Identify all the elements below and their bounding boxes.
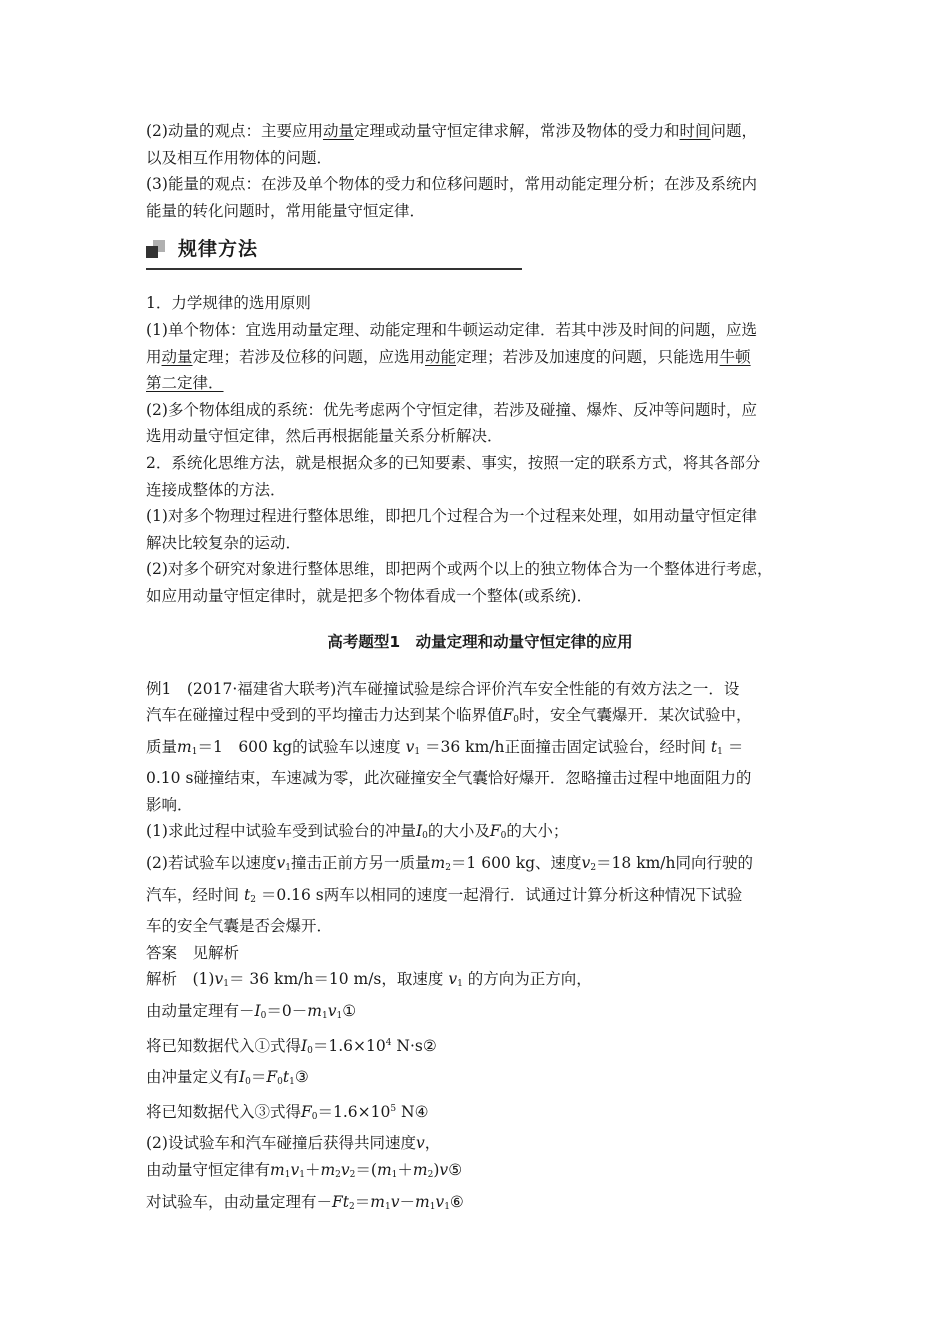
answer-line: 答案 见解析: [146, 943, 240, 962]
method-2-line6: 如应用动量守恒定律时，就是把多个物体看成一个整体(或系统)．: [146, 586, 593, 605]
solution-line6: (2)设试验车和汽车碰撞后获得共同速度v，: [146, 1134, 441, 1153]
method-1-line1: (1)单个物体：宜选用动量定理、动能定理和牛顿运动定律．若其中涉及时间的问题，应选: [146, 320, 757, 339]
question-type-title: 高考题型1 动量定理和动量守恒定律的应用: [327, 632, 633, 651]
section-title: 规律方法: [178, 238, 259, 261]
method-1-line2: 用动量定理；若涉及位移的问题，应选用动能定理；若涉及加速度的问题，只能选用牛顿: [146, 347, 751, 366]
section-header: [146, 232, 522, 270]
method-1-line3: 第二定律．: [146, 374, 224, 393]
solution-line7: 由动量守恒定律有$m_1v_1+m_2v_2=(m_1+m_2)v⑤$: [146, 1161, 463, 1180]
solution-line3: 将已知数据代入①式得$I_0=1.6\times 10^4$ N·s②: [146, 1036, 437, 1056]
example-line1: 例1 (2017·福建省大联考)汽车碰撞试验是综合评价汽车安全性能的有效方法之一．设: [146, 679, 740, 698]
solution-line5: 将已知数据代入③式得$F_0=1.6\times 10^5$ N④: [146, 1102, 429, 1122]
example-line3: 质量$m_1=1$ 600 kg的试验车以速度 $v_1 =36$ km/h正面撞击固定试验台，经时间 $t_1$ ＝: [146, 737, 744, 757]
solution-line2: 由动量定理有$-I_0=0-m_1v_1①$: [146, 1002, 357, 1022]
method-2-line4: 解决比较复杂的运动．: [146, 533, 302, 552]
example-line9: 车的安全气囊是否会爆开．: [146, 917, 333, 936]
solution-line4: 由冲量定义有$I_0=F_0t_1③$: [146, 1068, 309, 1088]
energy-viewpoint-line2: 能量的转化问题时，常用能量守恒定律．: [146, 201, 426, 220]
section-square-icon-front: [146, 246, 158, 258]
example-line6: (1)求此过程中试验车受到试验台的冲量$I_0$的大小及$F_0$的大小；: [146, 822, 569, 842]
example-line4: 0.10 s碰撞结束，车速减为零，此次碰撞安全气囊恰好爆开．忽略撞击过程中地面阻力的: [146, 769, 752, 788]
example-line2: 汽车在碰撞过程中受到的平均撞击力达到某个临界值$F_0$时，安全气囊爆开．某次试验中，: [146, 706, 752, 726]
method-heading-2: 2．系统化思维方法，就是根据众多的已知要素、事实，按照一定的联系方式，将其各部分: [146, 453, 761, 472]
example-line5: 影响．: [146, 795, 193, 814]
method-1-line5: 选用动量守恒定律，然后再根据能量关系分析解决．: [146, 427, 503, 446]
method-heading-1: 1．力学规律的选用原则: [146, 294, 311, 313]
solution-line1: 解析 $(1)v_1= 36$ km/h＝10 m/s，取速度 $v_1$ 的方向为正方向，: [146, 970, 592, 990]
momentum-viewpoint-line2: 以及相互作用物体的问题．: [146, 148, 333, 167]
energy-viewpoint-line1: (3)能量的观点：在涉及单个物体的受力和位移问题时，常用动能定理分析；在涉及系统内: [146, 175, 757, 194]
method-2-line5: (2)对多个研究对象进行整体思维，即把两个或两个以上的独立物体合为一个整体进行考虑，: [146, 560, 773, 579]
method-1-line4: (2)多个物体组成的系统：优先考虑两个守恒定律，若涉及碰撞、爆炸、反冲等问题时，应: [146, 400, 757, 419]
method-2-line3: (1)对多个物理过程进行整体思维，即把几个过程合为一个过程来处理，如用动量守恒定律: [146, 507, 757, 526]
momentum-viewpoint-line1: (2)动量的观点：主要应用动量定理或动量守恒定律求解，常涉及物体的受力和时间问题，: [146, 122, 758, 140]
method-2-line2: 连接成整体的方法．: [146, 480, 286, 499]
document-page: [146, 118, 814, 1220]
example-line8: 汽车，经时间 $t_2 =0.16$ s两车以相同的速度一起滑行．试通过计算分析这种情况下试验: [146, 885, 743, 905]
example-line7: (2)若试验车以速度$v_1$撞击正前方另一质量$m_2=1$ 600 kg、速度$v_2=18$ km/h同向行驶的: [146, 854, 753, 874]
solution-line8: 对试验车，由动量定理有$-Ft_2=m_1v-m_1v_1⑥$: [146, 1192, 464, 1212]
